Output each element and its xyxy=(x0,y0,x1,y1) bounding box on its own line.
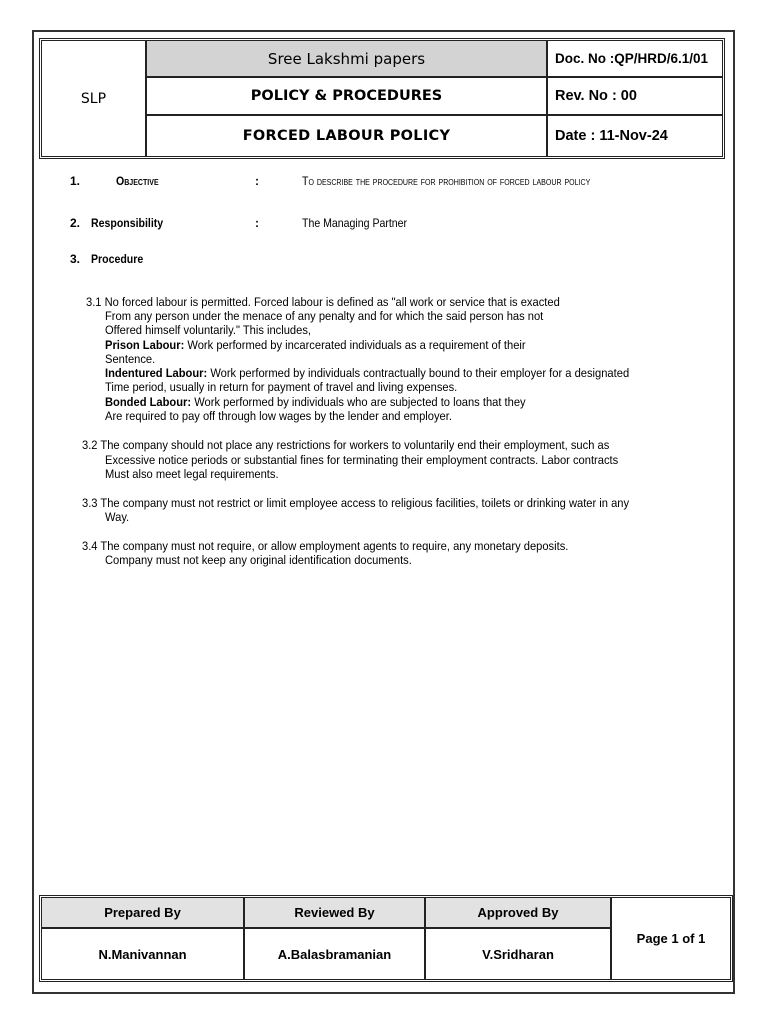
revision-number: Rev. No : 00 xyxy=(548,78,722,116)
objective-colon: : xyxy=(255,174,259,188)
p31-line3: Offered himself voluntarily." This includes, xyxy=(105,323,312,337)
responsibility-label: Responsibility xyxy=(91,216,164,230)
responsibility-number: 2. xyxy=(70,216,81,230)
prepared-by-header: Prepared By xyxy=(42,898,245,929)
company-logo-text: SLP xyxy=(42,41,147,156)
objective-text: To describe the procedure for prohibition of forced labour policy xyxy=(302,174,591,188)
p31-line2: From any person under the menace of any penalty and for which the said person has not xyxy=(105,309,544,323)
bonded-labour-text: Work performed by individuals who are subjected to loans that they xyxy=(191,395,526,409)
prison-labour-line xyxy=(105,338,526,352)
p33-line2: Way. xyxy=(105,510,130,524)
p32-line3: Must also meet legal requirements. xyxy=(105,467,279,481)
responsibility-colon: : xyxy=(255,216,259,230)
indentured-labour-label: Indentured Labour: xyxy=(105,366,208,380)
approval-footer-table xyxy=(39,895,733,982)
p34-line1: 3.4 The company must not require, or allow employment agents to require, any monetary deposits. xyxy=(82,539,569,553)
document-number: Doc. No :QP/HRD/6.1/01 xyxy=(548,41,722,78)
indentured-labour-line xyxy=(105,366,629,380)
p34-line2: Company must not keep any original identification documents. xyxy=(105,553,412,567)
prison-labour-label: Prison Labour: xyxy=(105,338,185,352)
company-name: Sree Lakshmi papers xyxy=(147,41,548,78)
p33-line1: 3.3 The company must not restrict or limit employee access to religious facilities, toilets or drinking water in any xyxy=(82,496,630,510)
document-title: FORCED LABOUR POLICY xyxy=(147,116,548,156)
reviewed-by-name: A.Balasbramanian xyxy=(245,929,426,979)
p31-line1: 3.1 No forced labour is permitted. Forced labour is defined as "all work or service that is exacted xyxy=(86,295,560,309)
approved-by-header: Approved By xyxy=(426,898,612,929)
document-date: Date : 11-Nov-24 xyxy=(555,128,668,144)
procedure-number: 3. xyxy=(70,252,81,266)
indentured-labour-line2: Time period, usually in return for payment of travel and living expenses. xyxy=(105,380,458,394)
approved-by-name: V.Sridharan xyxy=(426,929,612,979)
document-category: POLICY & PROCEDURES xyxy=(147,78,548,116)
objective-label: Objective xyxy=(116,174,159,188)
bonded-labour-label: Bonded Labour: xyxy=(105,395,192,409)
indentured-labour-text: Work performed by individuals contractually bound to their employer for a designated xyxy=(207,366,630,380)
bonded-labour-line xyxy=(105,395,526,409)
objective-number: 1. xyxy=(70,174,81,188)
page-number: Page 1 of 1 xyxy=(636,931,706,946)
prison-labour-line2: Sentence. xyxy=(105,352,156,366)
prison-labour-text: Work performed by incarcerated individuals as a requirement of their xyxy=(184,338,526,352)
prepared-by-name: N.Manivannan xyxy=(42,929,245,979)
reviewed-by-header: Reviewed By xyxy=(245,898,426,929)
bonded-labour-line2: Are required to pay off through low wages by the lender and employer. xyxy=(105,409,452,423)
procedure-label: Procedure xyxy=(91,252,144,266)
document-header-table xyxy=(39,38,725,159)
responsibility-text: The Managing Partner xyxy=(302,216,408,230)
p32-line2: Excessive notice periods or substantial fines for terminating their employment contracts. Labor contracts xyxy=(105,453,619,467)
p32-line1: 3.2 The company should not place any restrictions for workers to voluntarily end their employment, such as xyxy=(82,438,610,452)
